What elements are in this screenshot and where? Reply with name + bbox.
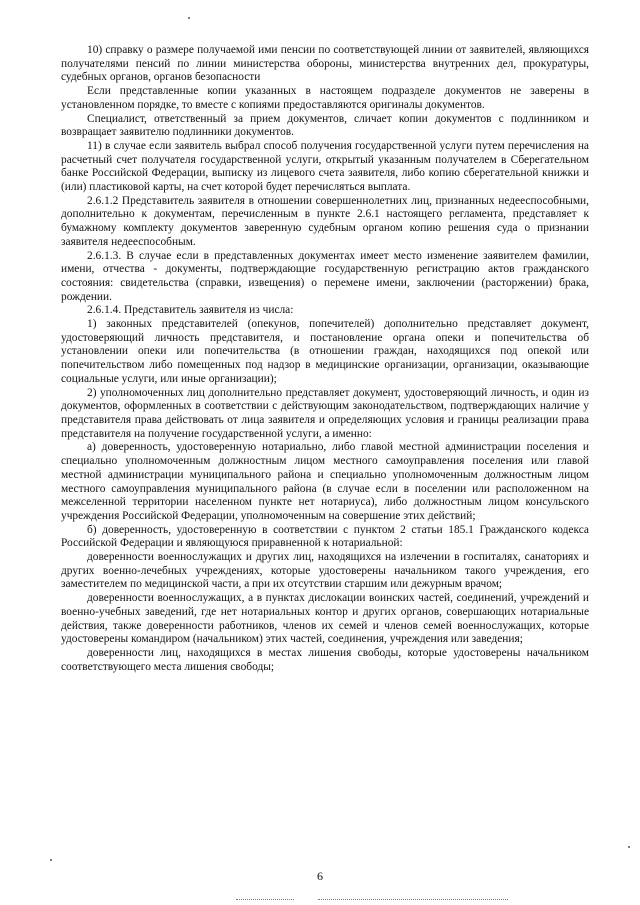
document-body	[61, 44, 589, 674]
paragraph-legal-representatives: 1) законных представителей (опекунов, попечителей) дополнительно представляет документ, удостоверяющий личность представителя, и постановление органа опеки и попечительства об установлении опеки или попечительства (в отношении граждан, находящихся под опекой или попечительством либо помещенных под надзор в медицинские организации, организации, оказывающие социальные услуги, или иные организации);	[61, 318, 589, 385]
scan-artifact-dot	[628, 846, 630, 848]
paragraph-authorized-persons: 2) уполномоченных лиц дополнительно представляет документ, удостоверяющий личность, и один из документов, оформленных в соответствии с действующим законодательством, подтверждающих наличие у представителя права действовать от лица заявителя и определяющих условия и границы реализации права представителя на получение государственной услуги, а именно:	[61, 386, 589, 440]
paragraph-places-of-detention: доверенности лиц, находящихся в местах лишения свободы, которые удостоверены начальником соответствующего места лишения свободы;	[61, 646, 589, 673]
paragraph-military-units: доверенности военнослужащих, а в пунктах дислокации воинских частей, соединений, учреждений и военно-учебных заведений, где нет нотариальных контор и других органов, совершающих нотариальные действия, также доверенности работников, членов их семей и членов семей военнослужащих, которые удостоверены командиром (начальником) этих частей, соединения, учреждения или заведения;	[61, 592, 589, 646]
paragraph-bank-account: 11) в случае если заявитель выбрал способ получения государственной услуги путем перечисления на расчетный счет получателя государственной услуги, открытый указанным получателем в Сберегательном банке Российской Федерации, выписку из лицевого счета заявителя, либо копию сберегательной книжки и (или) пластиковой карты, на счет которой будет перечисляться выплата.	[61, 139, 589, 194]
paragraph-2-6-1-3: 2.6.1.3. В случае если в представленных документах имеет место изменение заявителем фамилии, имени, отчества - документы, подтверждающие государственную регистрацию актов гражданского состояния: свидетельства (справки, извещения) о перемене имени, заключении (расторжении) брака, рождении.	[61, 249, 589, 303]
paragraph-civil-code-power-of-attorney: б) доверенность, удостоверенную в соответствии с пунктом 2 статьи 185.1 Гражданского кодекса Российской Федерации и являющуюся приравненной к нотариальной:	[61, 523, 589, 550]
scan-artifact-dot	[188, 17, 190, 19]
paragraph-pension-certificate: 10) справку о размере получаемой ими пенсии по соответствующей линии от заявителей, являющихся получателями пенсий по линии министерства обороны, министерства внутренних дел, прокуратуры, судебных органов, органов безопасности	[61, 44, 589, 84]
scan-artifact-line-right	[318, 899, 508, 900]
paragraph-2-6-1-4: 2.6.1.4. Представитель заявителя из числа:	[87, 304, 294, 317]
page-number: 6	[317, 869, 323, 883]
paragraph-2-6-1-2: 2.6.1.2 Представитель заявителя в отношении совершеннолетних лиц, признанных недееспособными, дополнительно к документам, перечисленным в пункте 2.6.1 настоящего регламента, представляет к бумажному комплекту документов заверенную судебным органом копию решения суда о признании заявителя недееспособным.	[61, 194, 589, 248]
paragraph-specialist-verification: Специалист, ответственный за прием документов, сличает копии документов с подлинником и возвращает заявителю подлинники документов.	[61, 112, 589, 139]
paragraph-copies-certification: Если представленные копии указанных в настоящем подразделе документов не заверены в установленном порядке, то вместе с копиями предоставляются оригиналы документов.	[61, 85, 589, 111]
paragraph-military-hospital: доверенности военнослужащих и других лиц, находящихся на излечении в госпиталях, санаториях и других военно-лечебных учреждениях, которые удостоверены начальником такого учреждения, его заместителем по медицинской части, а при их отсутствии старшим или дежурным врачом;	[61, 551, 589, 591]
paragraph-notarized-power-of-attorney: а) доверенность, удостоверенную нотариально, либо главой местной администрации поселения и специально уполномоченным должностным лицом местного самоуправления поселения или главой местной администрации муниципального района и специально уполномоченным должностным лицом местного самоуправления муниципального района (в случае если в поселении или расположенном на межселенной территории населенном пункте нет нотариуса), либо должностным лицом консульского учреждения Российской Федерации, уполномоченным на совершение этих действий;	[61, 441, 589, 522]
scan-artifact-dot	[50, 859, 52, 861]
scan-artifact-line-left	[236, 899, 294, 900]
